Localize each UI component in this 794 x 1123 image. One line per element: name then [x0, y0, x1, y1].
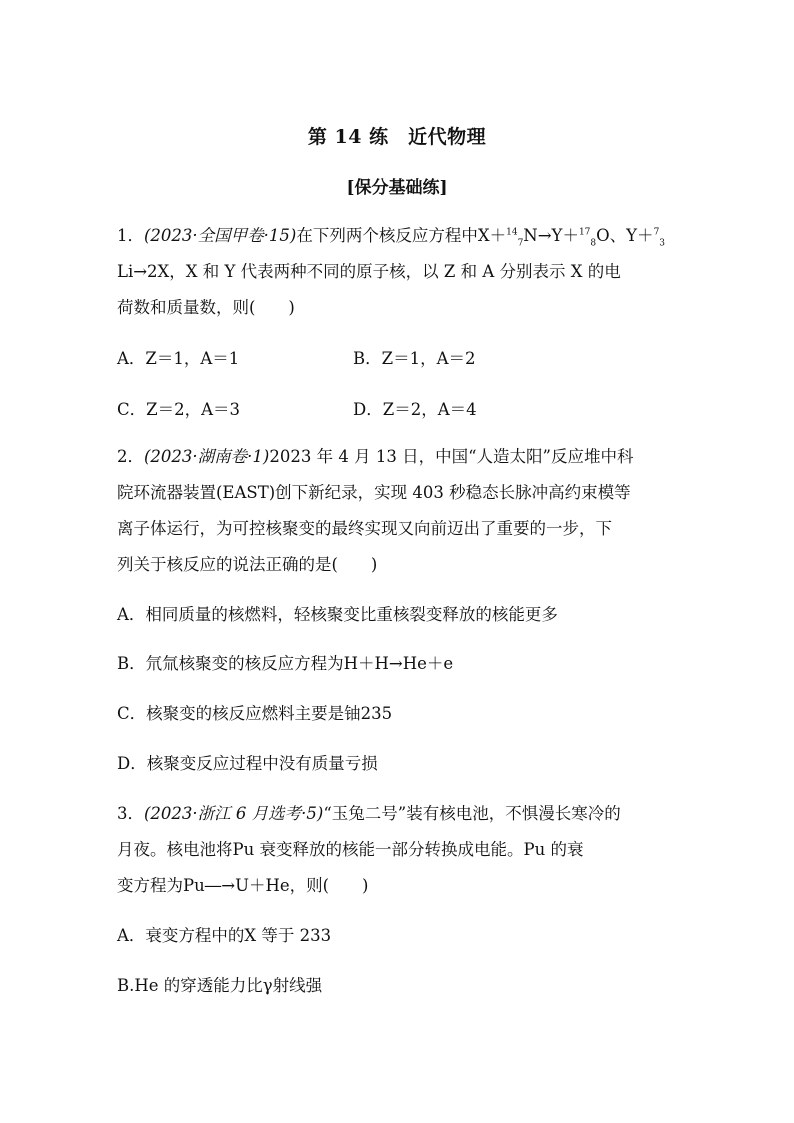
q1-source: (2023·全国甲卷·15)	[144, 226, 297, 245]
q3-option-b-text: He 的穿透能力比γ射线强	[134, 976, 323, 995]
q2-line-1	[117, 445, 679, 469]
q1-option-c: C．Z＝2，A＝3	[117, 400, 241, 419]
q3-number: 3．	[117, 804, 144, 823]
q2-option-b-equation: H＋H→He＋e	[343, 654, 454, 673]
q2-line-4: 列关于核反应的说法正确的是( )	[117, 555, 378, 574]
q3-option-a: A．衰变方程中的X 等于 233	[117, 926, 332, 945]
q3-option-b-label: B.	[117, 976, 135, 995]
q1-line-3: 荷数和质量数，则( )	[117, 298, 295, 317]
q2-number: 2．	[117, 447, 144, 466]
q2-option-c: C．核聚变的核反应燃料主要是铀235	[117, 704, 393, 723]
q3-line-3b: Pu―→	[183, 876, 236, 895]
n-atomic-number: 7	[517, 238, 524, 249]
q2-option-d: D．核聚变反应过程中没有质量亏损	[117, 754, 378, 773]
page-title: 第 14 练 近代物理	[307, 126, 487, 148]
q3-source: (2023·浙江 6 月选考·5)	[144, 804, 324, 823]
q1-text: 在下列两个核反应方程中X＋	[296, 226, 507, 245]
q2-option-b-text: B．氘氚核聚变的核反应方程为	[117, 654, 344, 673]
q1-option-a: A．Z＝1，A＝1	[117, 349, 240, 368]
q2-source: (2023·湖南卷·1)	[144, 447, 270, 466]
q3-line-2b: Pu 衰变释放的核能一部分转换成电能。	[232, 840, 524, 859]
q1-line-1	[117, 224, 679, 248]
li-mass-number: 7	[653, 227, 660, 238]
n-mass-number: 14	[506, 227, 518, 238]
q1-text-end: O、Y＋	[596, 226, 654, 245]
q3-line-3c: U＋	[235, 876, 266, 895]
q3-line-1	[117, 802, 679, 826]
q2-option-b	[117, 652, 679, 676]
li-atomic-number: 3	[659, 238, 666, 249]
q2-option-a: A．相同质量的核燃料，轻核聚变比重核裂变释放的核能更多	[117, 605, 558, 624]
q3-line-3d: He，则( )	[265, 876, 369, 895]
q3-line-2	[117, 838, 679, 862]
q1-text-mid: N→Y＋	[523, 226, 579, 245]
q3-line-3a: 变方程为	[117, 876, 183, 895]
q3-line-2c: Pu 的衰	[523, 840, 584, 859]
q1-line-2: Li→2X，X 和 Y 代表两种不同的原子核，以 Z 和 A 分别表示 X 的电	[117, 262, 621, 281]
section-subtitle: [保分基础练]	[346, 178, 448, 198]
q3-line-3	[117, 874, 679, 898]
q3-text: “玉兔二号”装有核电池，不惧漫长寒冷的	[323, 804, 621, 823]
o-mass-number: 17	[578, 227, 591, 238]
q2-line-3: 离子体运行，为可控核聚变的最终实现又向前迈出了重要的一步，下	[117, 519, 612, 538]
q1-option-b: B．Z＝1，A＝2	[353, 349, 476, 368]
q3-line-2a: 月夜。核电池将	[117, 840, 233, 859]
q1-number: 1．	[117, 226, 144, 245]
q2-line-2: 院环流器装置(EAST)创下新纪录，实现 403 秒稳态长脉冲高约束模等	[117, 483, 631, 502]
q2-text: 2023 年 4 月 13 日，中国“人造太阳”反应堆中科	[269, 447, 634, 466]
o-atomic-number: 8	[590, 238, 597, 249]
q1-option-d: D．Z＝2，A＝4	[353, 400, 477, 419]
q3-option-b	[117, 974, 679, 998]
